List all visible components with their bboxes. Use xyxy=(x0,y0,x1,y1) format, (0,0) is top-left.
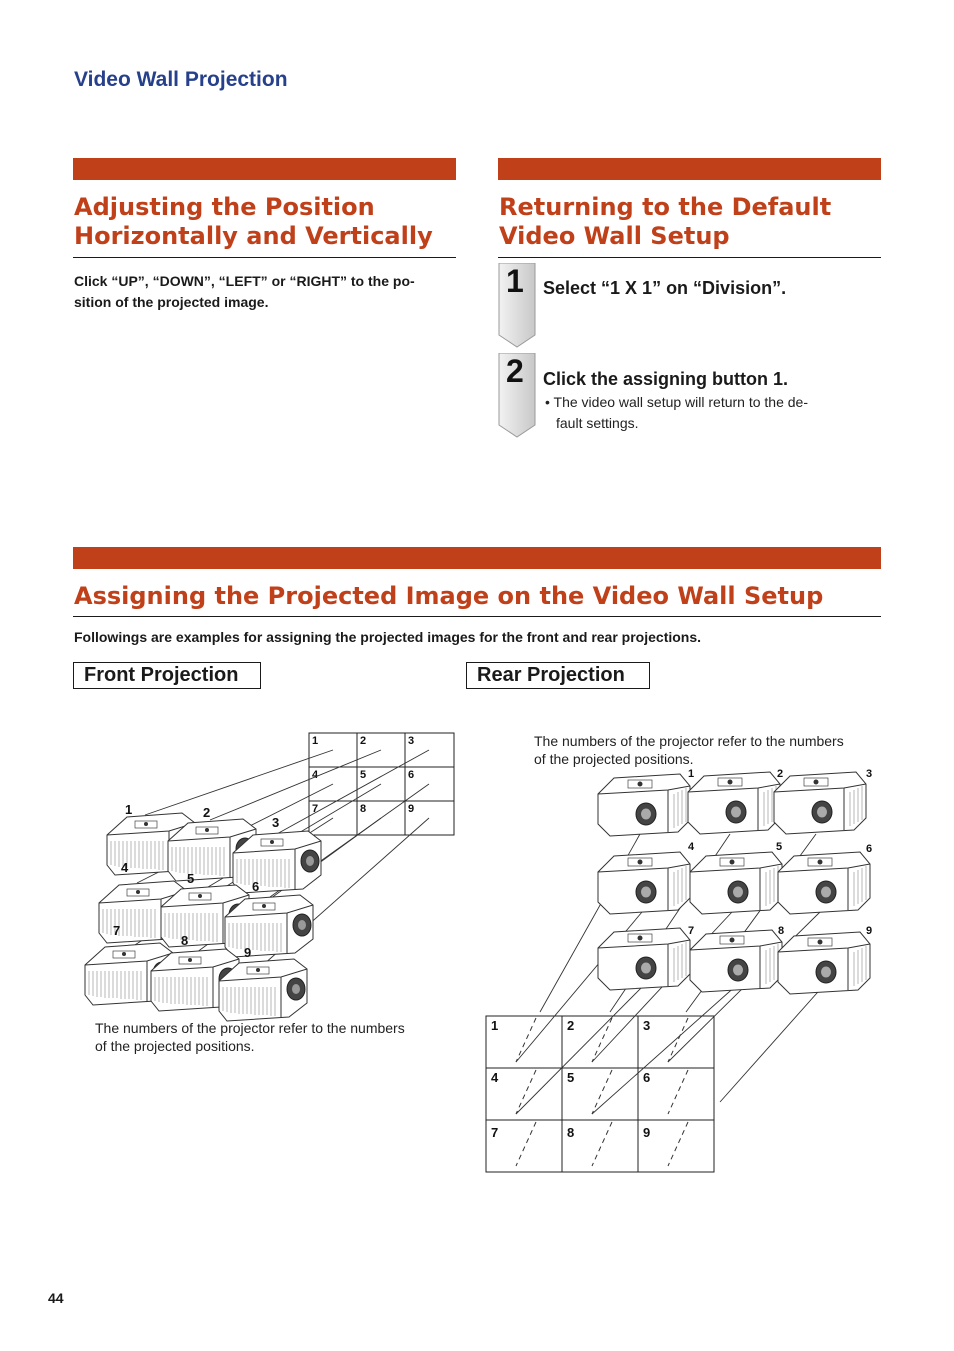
body-line: sition of the projected image. xyxy=(74,294,269,310)
grid-number: 3 xyxy=(408,735,415,747)
projector-icon xyxy=(774,772,866,834)
section-title-default xyxy=(499,193,831,251)
projector-icon xyxy=(598,852,690,914)
projector-icon xyxy=(688,772,780,834)
grid-number: 9 xyxy=(408,803,415,815)
projector-number: 1 xyxy=(688,768,695,780)
body-line: Click “UP”, “DOWN”, “LEFT” or “RIGHT” to the po- xyxy=(74,273,415,289)
projector-number: 9 xyxy=(866,925,873,937)
projector-icon xyxy=(598,774,690,836)
section-title-assign: Assigning the Projected Image on the Video Wall Setup xyxy=(74,582,824,610)
front-projection-diagram xyxy=(75,725,465,1025)
rear-projection-label: Rear Projection xyxy=(466,662,650,689)
step-bullet xyxy=(545,392,885,434)
projector-icon xyxy=(778,932,870,994)
projector-icon xyxy=(598,928,690,990)
bullet-line: • The video wall setup will return to the de- xyxy=(545,394,808,410)
grid-number: 6 xyxy=(643,1070,651,1085)
grid-number: 8 xyxy=(360,803,367,815)
step-heading: Click the assigning button 1. xyxy=(543,369,789,389)
caption-line: The numbers of the projector refer to the numbers xyxy=(95,1020,405,1036)
bullet-line: fault settings. xyxy=(556,415,639,431)
grid-number: 2 xyxy=(360,735,367,747)
projector-number: 1 xyxy=(125,802,133,817)
projector-number: 8 xyxy=(778,925,785,937)
section-bar-adjust xyxy=(73,158,456,180)
projector-number: 4 xyxy=(121,860,129,875)
projector-number: 3 xyxy=(272,815,280,830)
grid-number: 5 xyxy=(360,769,367,781)
projector-number: 9 xyxy=(244,945,252,960)
section-title-line: Horizontally and Vertically xyxy=(74,222,433,250)
grid-number: 2 xyxy=(567,1018,575,1033)
grid-number: 1 xyxy=(491,1018,499,1033)
projector-icon xyxy=(778,852,870,914)
caption-line: The numbers of the projector refer to the numbers xyxy=(534,733,844,749)
projector-number: 7 xyxy=(688,925,695,937)
projector-number: 6 xyxy=(252,879,260,894)
section-intro: Followings are examples for assigning the projected images for the front and rear projections. xyxy=(74,629,702,645)
section-bar-default xyxy=(498,158,881,180)
section-bar-assign xyxy=(73,547,881,569)
projector-number: 5 xyxy=(776,841,783,853)
projector-number: 5 xyxy=(187,871,195,886)
projector-icon xyxy=(690,930,782,992)
grid-number: 6 xyxy=(408,769,415,781)
section-title-line: Video Wall Setup xyxy=(499,222,730,250)
caption-line: of the projected positions. xyxy=(95,1038,255,1054)
grid-number: 4 xyxy=(312,769,319,781)
running-head: Video Wall Projection xyxy=(74,68,288,91)
projector-number: 6 xyxy=(866,843,873,855)
projector-number: 2 xyxy=(777,768,784,780)
step-number: 1 xyxy=(506,263,524,299)
section-title-adjust xyxy=(74,193,433,251)
section-rule-default xyxy=(498,257,881,258)
grid-number: 7 xyxy=(312,803,319,815)
projector-number: 4 xyxy=(688,841,695,853)
caption-line: of the projected positions. xyxy=(534,751,694,767)
grid-number: 4 xyxy=(491,1070,499,1085)
grid-number: 7 xyxy=(491,1125,499,1140)
grid-number: 8 xyxy=(567,1125,575,1140)
projector-icon xyxy=(690,852,782,914)
grid-number: 5 xyxy=(567,1070,575,1085)
section-title-line: Returning to the Default xyxy=(499,193,832,221)
section-rule-adjust xyxy=(73,257,456,258)
grid-number: 3 xyxy=(643,1018,651,1033)
page-number: 44 xyxy=(48,1290,64,1306)
projector-number: 8 xyxy=(181,933,189,948)
step-number: 2 xyxy=(506,353,524,389)
projector-number: 2 xyxy=(203,805,211,820)
step-heading: Select “1 X 1” on “Division”. xyxy=(543,278,787,298)
rear-projection-diagram xyxy=(480,762,900,1182)
projector-number: 7 xyxy=(113,923,121,938)
front-projection-label: Front Projection xyxy=(73,662,261,689)
grid-number: 9 xyxy=(643,1125,651,1140)
projector-number: 3 xyxy=(866,768,873,780)
grid-number: 1 xyxy=(312,735,319,747)
section-title-line: Adjusting the Position xyxy=(74,193,375,221)
section-rule-assign xyxy=(73,616,881,617)
front-caption xyxy=(95,1019,405,1055)
section-body-adjust xyxy=(74,271,459,313)
